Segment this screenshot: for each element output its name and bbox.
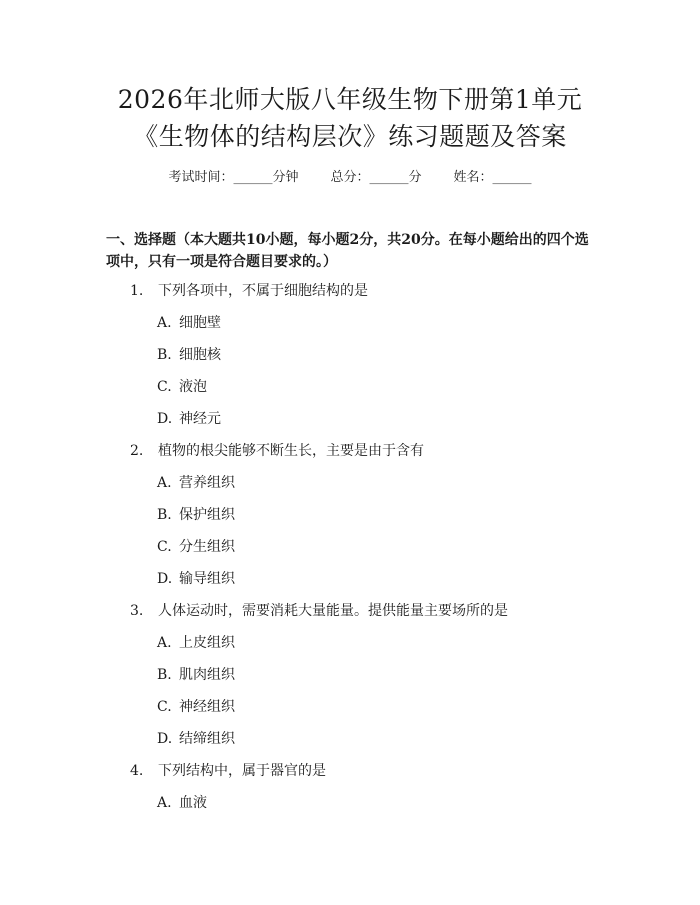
question-1-option-d	[157, 409, 221, 429]
question-1-option-a	[157, 313, 221, 333]
total-score-field: 总分：______分	[330, 170, 422, 185]
question-2-option-d	[157, 569, 235, 589]
question-4-option-a	[157, 793, 207, 813]
question-2	[130, 441, 590, 461]
question-number: 2.	[130, 443, 144, 459]
document-title-line-2: 《生物体的结构层次》练习题题及答案	[133, 122, 567, 151]
option-letter: C.	[157, 379, 172, 395]
option-text: 血液	[179, 795, 207, 811]
option-letter: D.	[157, 731, 173, 747]
section-heading-line-1: 一、选择题（本大题共10小题，每小题2分，共20分。在每小题给出的四个选	[106, 232, 589, 248]
option-text: 神经组织	[179, 699, 235, 715]
option-text: 神经元	[179, 411, 221, 427]
question-1	[130, 281, 590, 301]
option-letter: B.	[157, 347, 172, 363]
option-letter: B.	[157, 507, 172, 523]
option-text: 肌肉组织	[179, 667, 235, 683]
question-3-option-b	[157, 665, 235, 685]
exam-meta-row	[0, 168, 700, 188]
option-letter: D.	[157, 411, 173, 427]
exam-time-field: 考试时间：______分钟	[168, 170, 299, 185]
option-text: 分生组织	[179, 539, 235, 555]
option-text: 细胞核	[179, 347, 221, 363]
option-letter: A.	[157, 795, 172, 811]
question-1-option-b	[157, 345, 221, 365]
option-letter: C.	[157, 539, 172, 555]
question-2-option-c	[157, 537, 235, 557]
option-letter: A.	[157, 315, 172, 331]
question-text: 下列各项中，不属于细胞结构的是	[158, 283, 368, 299]
section-heading-line-2: 项中，只有一项是符合题目要求的。）	[106, 254, 337, 270]
question-3	[130, 601, 590, 621]
option-text: 保护组织	[179, 507, 235, 523]
option-letter: A.	[157, 635, 172, 651]
question-3-option-c	[157, 697, 235, 717]
question-text: 下列结构中，属于器官的是	[158, 763, 326, 779]
question-3-option-a	[157, 633, 235, 653]
question-2-option-a	[157, 473, 235, 493]
question-3-option-d	[157, 729, 235, 749]
question-text: 人体运动时，需要消耗大量能量。提供能量主要场所的是	[158, 603, 508, 619]
option-letter: C.	[157, 699, 172, 715]
question-2-option-b	[157, 505, 235, 525]
document-title-line-1: 2026年北师大版八年级生物下册第1单元	[117, 85, 583, 114]
option-text: 液泡	[179, 379, 207, 395]
option-text: 结缔组织	[179, 731, 235, 747]
option-text: 上皮组织	[179, 635, 235, 651]
option-text: 输导组织	[179, 571, 235, 587]
option-letter: B.	[157, 667, 172, 683]
question-number: 1.	[130, 283, 144, 299]
question-1-option-c	[157, 377, 207, 397]
student-name-field: 姓名：______	[453, 170, 532, 185]
option-letter: A.	[157, 475, 172, 491]
question-text: 植物的根尖能够不断生长，主要是由于含有	[158, 443, 424, 459]
option-text: 营养组织	[179, 475, 235, 491]
question-number: 3.	[130, 603, 144, 619]
question-number: 4.	[130, 763, 144, 779]
option-letter: D.	[157, 571, 173, 587]
question-4	[130, 761, 590, 781]
option-text: 细胞壁	[179, 315, 221, 331]
